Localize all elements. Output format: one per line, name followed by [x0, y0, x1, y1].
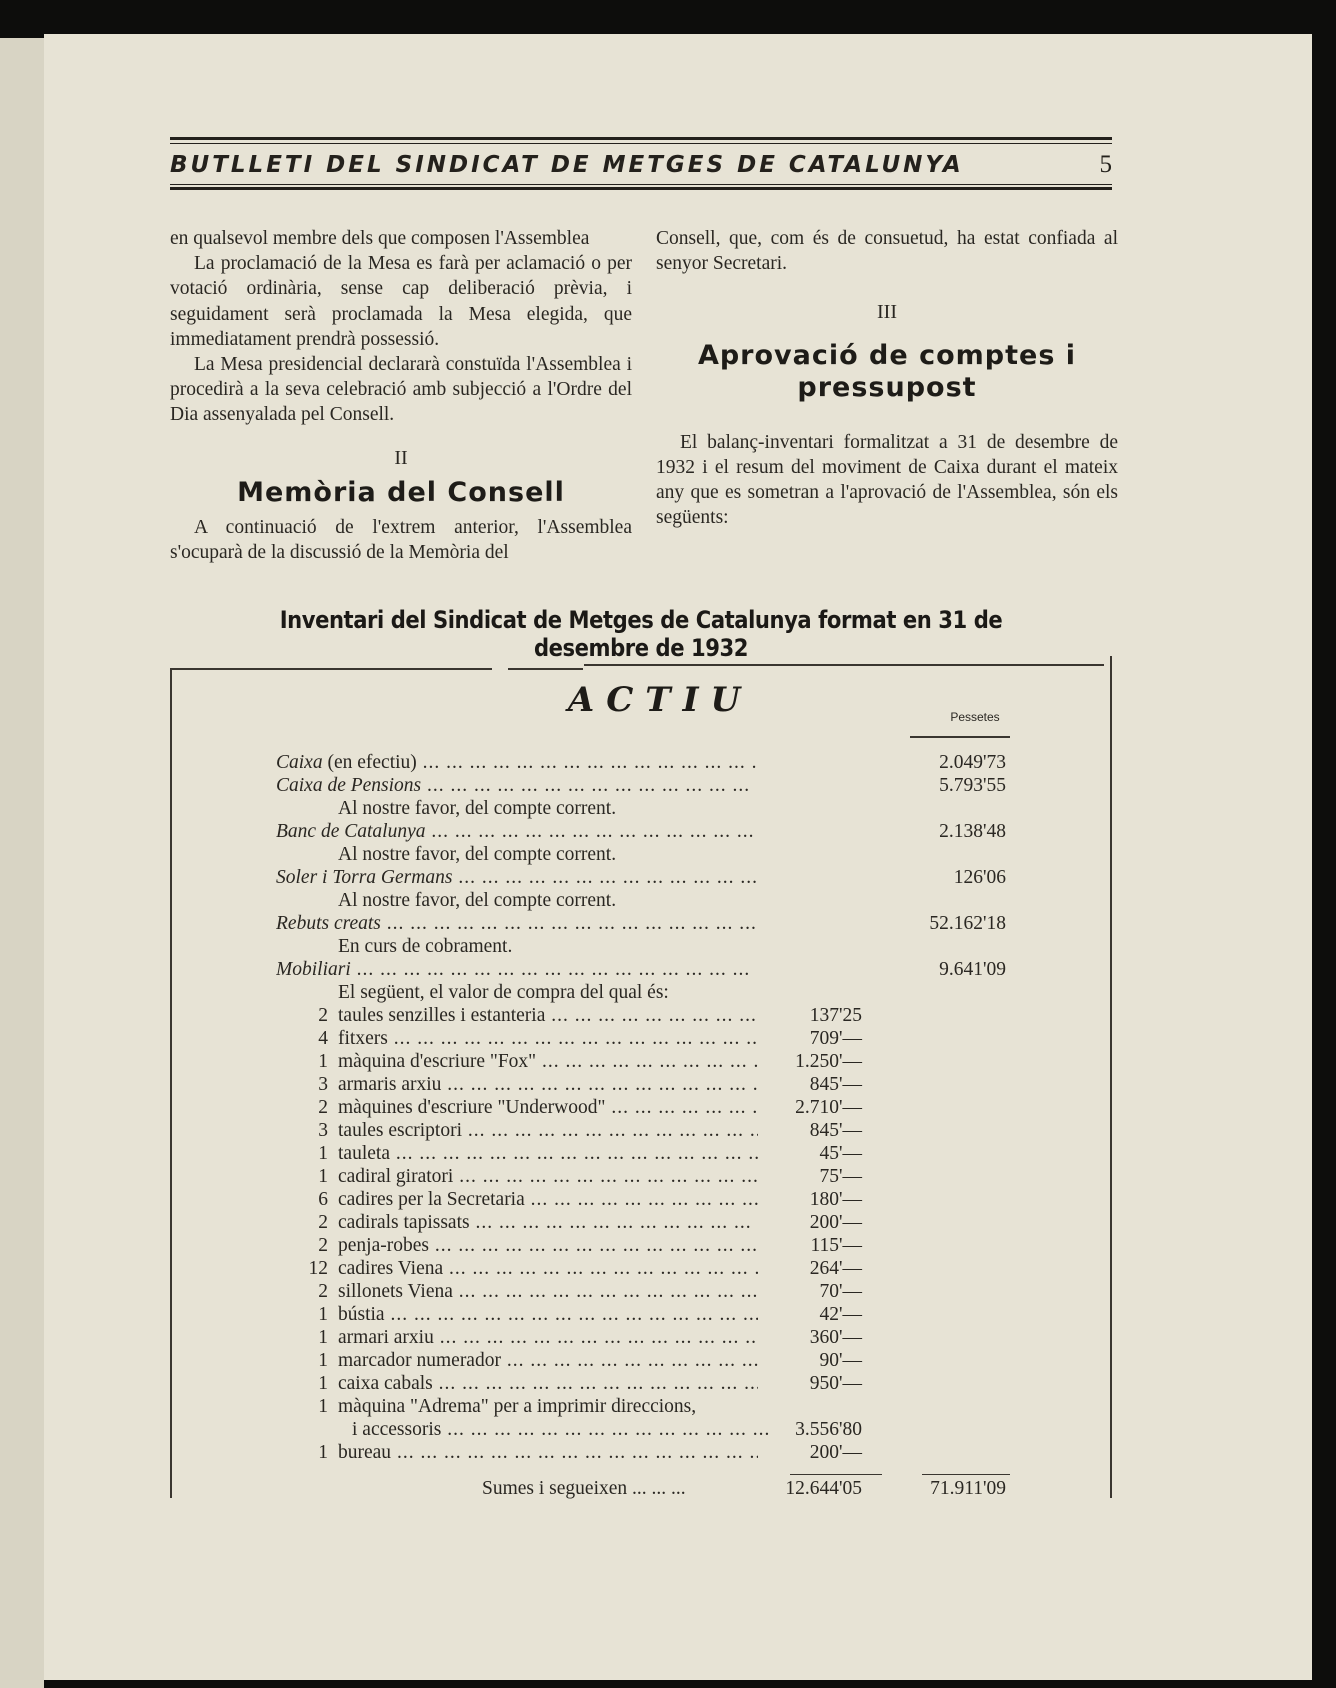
account-note: El següent, el valor de compra del qual és:: [338, 982, 669, 1003]
account-amount: 52.162'18: [929, 913, 1006, 934]
furniture-item: bureau ... .: [338, 1441, 758, 1464]
furniture-value: 70'—: [819, 1281, 862, 1302]
account-amount: 126'06: [953, 867, 1006, 888]
furniture-quantity: 1: [318, 1327, 328, 1348]
account-label: Mobiliari ... .: [276, 958, 756, 981]
paragraph: en qualsevol membre dels que composen l'Assemblea: [170, 228, 590, 249]
box-top-mid: [508, 668, 583, 670]
account-row: [276, 866, 1016, 889]
furniture-row: [276, 1142, 1016, 1165]
paragraph: La proclamació de la Mesa es farà per aclamació o per votació ordinària, sense cap deliberació prèvia, i seguidament serà proclamada la Mesa elegida, que immediatament prendrà possessió.: [170, 253, 632, 350]
furniture-value: 950'—: [809, 1373, 862, 1394]
furniture-quantity: 1: [318, 1396, 328, 1417]
inventory-title: Inventari del Sindicat de Metges de Catalunya format en 31 de desembre de 1932: [279, 606, 1003, 662]
furniture-quantity: 3: [318, 1120, 328, 1141]
account-note: Al nostre favor, del compte corrent.: [338, 844, 617, 865]
furniture-value: 845'—: [809, 1120, 862, 1141]
account-row: [276, 912, 1016, 935]
actiu-heading: ACTIU: [567, 680, 753, 720]
furniture-item: bústia ... .: [338, 1303, 758, 1326]
furniture-quantity: 2: [318, 1212, 328, 1233]
account-note: En curs de cobrament.: [338, 936, 513, 957]
grand-total: 71.911'09: [930, 1478, 1006, 1499]
furniture-item: màquines d'escriure "Underwood" ... .: [338, 1096, 758, 1119]
furniture-value: 845'—: [809, 1074, 862, 1095]
furniture-quantity: 4: [318, 1028, 328, 1049]
furniture-item: cadirals tapissats ... .: [338, 1211, 758, 1234]
paragraph: A continuació de l'extrem anterior, l'Assemblea s'ocuparà de la discussió de la Memòria del: [170, 516, 632, 564]
account-label: Caixa de Pensions ... .: [276, 774, 756, 797]
account-row: [276, 751, 1016, 774]
furniture-quantity: 1: [318, 1143, 328, 1164]
account-label: Caixa (en efectiu) ... .: [276, 751, 756, 774]
furniture-quantity: 1: [318, 1373, 328, 1394]
furniture-quantity: 3: [318, 1074, 328, 1095]
paragraph: El balanç-inventari formalitzat a 31 de desembre de 1932 i el resum del moviment de Caixa durant el mateix any que es sometran a l'aprovació de l'Assemblea, són els següents:: [656, 431, 1118, 529]
furniture-value: 75'—: [819, 1166, 862, 1187]
furniture-row: [276, 1326, 1016, 1349]
furniture-row: [276, 1280, 1016, 1303]
section-number: III: [877, 301, 897, 324]
furniture-quantity: 1: [318, 1051, 328, 1072]
furniture-quantity: 6: [318, 1189, 328, 1210]
furniture-item: armari arxiu ... .: [338, 1326, 758, 1349]
furniture-row: [276, 1188, 1016, 1211]
pessetes-underline: [910, 736, 1010, 738]
furniture-row: [276, 1165, 1016, 1188]
furniture-quantity: 1: [318, 1304, 328, 1325]
box-left-edge: [170, 668, 172, 1498]
furniture-value: 264'—: [809, 1258, 862, 1279]
furniture-value: 45'—: [819, 1143, 862, 1164]
furniture-item: caixa cabals ... .: [338, 1372, 758, 1395]
account-label: Rebuts creats ... .: [276, 912, 756, 935]
left-column: [170, 226, 632, 565]
account-amount: 2.049'73: [939, 752, 1006, 773]
journal-title: BUTLLETI DEL SINDICAT DE METGES DE CATALUNYA: [170, 152, 964, 178]
header-rule-top: [170, 137, 1112, 140]
furniture-item: màquina "Adrema" per a imprimir direccions,: [338, 1396, 697, 1417]
furniture-value: 709'—: [809, 1028, 862, 1049]
furniture-value: 200'—: [809, 1442, 862, 1463]
furniture-quantity: 2: [318, 1097, 328, 1118]
section-number: II: [394, 446, 408, 469]
account-row: [276, 774, 1016, 797]
furniture-value: 180'—: [809, 1189, 862, 1210]
furniture-item: i accessoris ... .: [352, 1418, 772, 1441]
furniture-value: 42'—: [819, 1304, 862, 1325]
account-note: Al nostre favor, del compte corrent.: [338, 890, 617, 911]
furniture-value: 137'25: [809, 1005, 862, 1026]
furniture-row: [276, 1395, 1016, 1418]
furniture-value: 200'—: [809, 1212, 862, 1233]
furniture-row: [276, 1349, 1016, 1372]
furniture-row: [276, 1234, 1016, 1257]
furniture-item: màquina d'escriure "Fox" ... .: [338, 1050, 758, 1073]
furniture-row: [276, 1050, 1016, 1073]
account-note: Al nostre favor, del compte corrent.: [338, 798, 617, 819]
furniture-quantity: 2: [318, 1235, 328, 1256]
furniture-value: 2.710'—: [795, 1097, 862, 1118]
furniture-value: 360'—: [809, 1327, 862, 1348]
account-label: Banc de Catalunya ... .: [276, 820, 756, 843]
furniture-quantity: 2: [318, 1281, 328, 1302]
furniture-item: tauleta ... .: [338, 1142, 758, 1165]
section-title: Memòria del Consell: [237, 476, 565, 508]
furniture-value: 90'—: [819, 1350, 862, 1371]
furniture-total: 12.644'05: [785, 1478, 862, 1499]
furniture-item: sillonets Viena ... .: [338, 1280, 758, 1303]
furniture-value: 3.556'80: [795, 1419, 862, 1440]
column-header-pessetes: Pessetes: [950, 710, 1000, 724]
right-column: [656, 226, 1118, 530]
furniture-value: 1.250'—: [795, 1051, 862, 1072]
account-row: [276, 820, 1016, 843]
furniture-item: cadires Viena ... .: [338, 1257, 758, 1280]
furniture-value: 115'—: [810, 1235, 862, 1256]
header-rule-bottom-thin: [170, 184, 1112, 185]
account-amount: 2.138'48: [939, 821, 1006, 842]
section-title: Aprovació de comptes i pressupost: [697, 339, 1077, 403]
furniture-item: taules escriptori ... .: [338, 1119, 758, 1142]
furniture-item: cadiral giratori ... .: [338, 1165, 758, 1188]
furniture-item: fitxers ... .: [338, 1027, 758, 1050]
book-spine: [0, 38, 44, 1688]
page-number: 5: [1099, 151, 1112, 178]
furniture-row: [276, 1372, 1016, 1395]
box-top-right: [584, 664, 1104, 666]
account-label: Soler i Torra Germans ... .: [276, 866, 756, 889]
account-amount: 9.641'09: [939, 959, 1006, 980]
furniture-item: marcador numerador ... .: [338, 1349, 758, 1372]
account-row: [276, 958, 1016, 981]
furniture-item: armaris arxiu ... .: [338, 1073, 758, 1096]
furniture-item: cadires per la Secretaria ... .: [338, 1188, 758, 1211]
furniture-quantity: 1: [318, 1166, 328, 1187]
furniture-row: [276, 1303, 1016, 1326]
furniture-row: [276, 1211, 1016, 1234]
furniture-row: [276, 1004, 1016, 1027]
header-rule-top-thin: [170, 143, 1112, 144]
furniture-quantity: 12: [308, 1258, 328, 1279]
furniture-item: penja-robes ... .: [338, 1234, 758, 1257]
furniture-row: [276, 1096, 1016, 1119]
grand-total-rule: [922, 1474, 1010, 1475]
paragraph: La Mesa presidencial declararà constuïda l'Assemblea i procedirà a la seva celebració amb subjecció a l'Ordre del Dia assenyalada pel Consell.: [170, 354, 632, 426]
furniture-quantity: 1: [318, 1350, 328, 1371]
furniture-quantity: 2: [318, 1005, 328, 1026]
totals-row: [276, 1477, 1016, 1500]
furniture-row: [276, 1119, 1016, 1142]
furniture-item: taules senzilles i estanteria ... .: [338, 1004, 758, 1027]
furniture-total-rule: [790, 1474, 882, 1475]
furniture-row: [276, 1418, 1016, 1441]
furniture-row: [276, 1027, 1016, 1050]
totals-label: Sumes i segueixen ... ... ...: [482, 1478, 686, 1499]
box-right-edge: [1110, 656, 1112, 1498]
furniture-row: [276, 1257, 1016, 1280]
furniture-quantity: 1: [318, 1442, 328, 1463]
account-amount: 5.793'55: [939, 775, 1006, 796]
paragraph: Consell, que, com és de consuetud, ha estat confiada al senyor Secretari.: [656, 228, 1118, 275]
box-top-left: [170, 668, 492, 670]
running-header: [170, 150, 1112, 180]
furniture-row: [276, 1441, 1016, 1464]
header-rule-bottom: [170, 187, 1112, 190]
furniture-row: [276, 1073, 1016, 1096]
